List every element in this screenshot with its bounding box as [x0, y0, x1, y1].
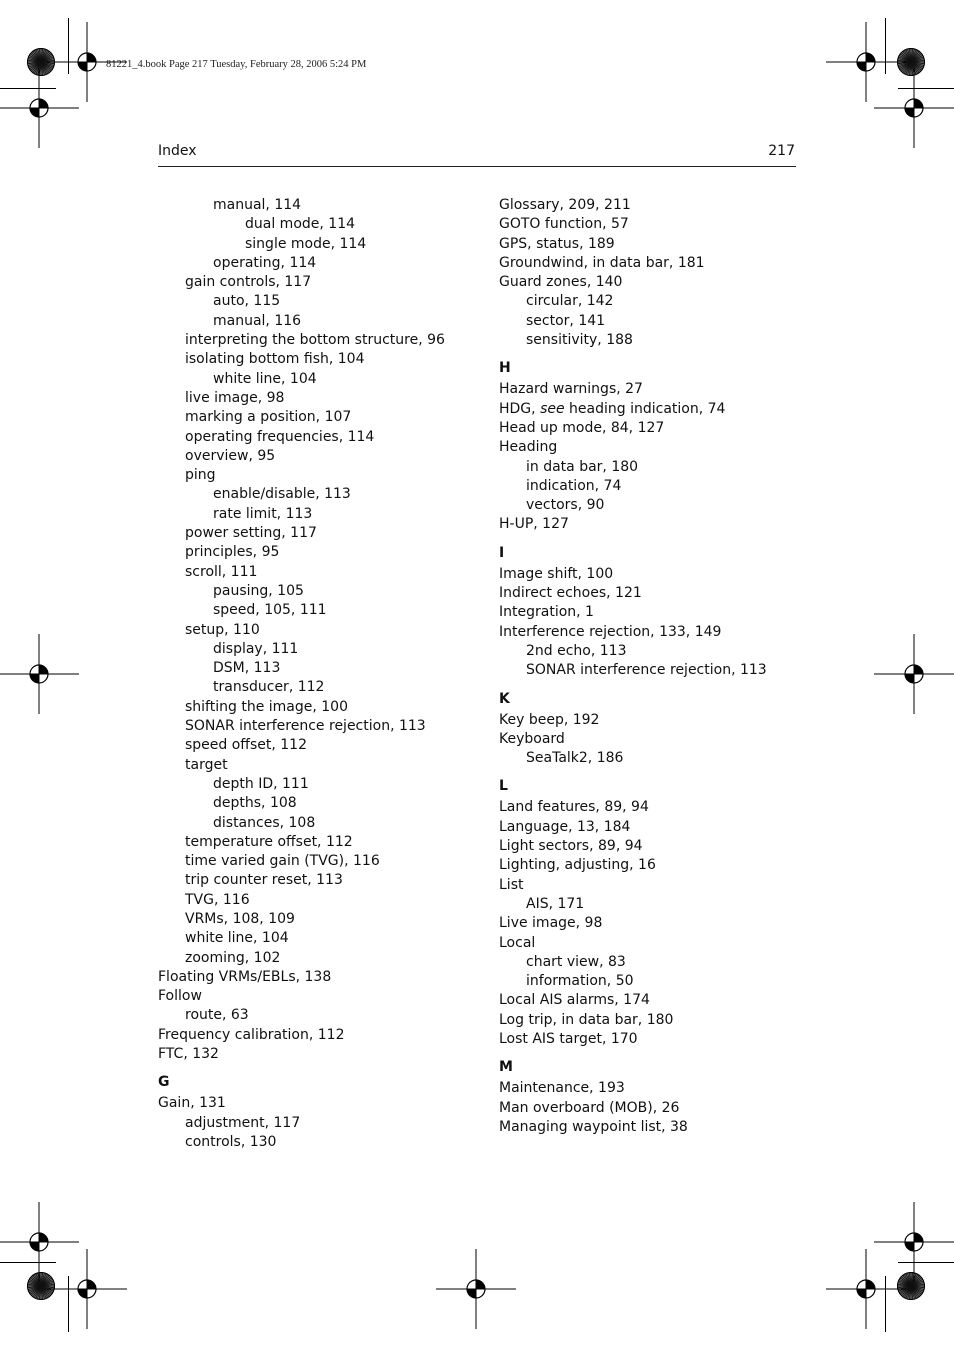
index-subentry: speed, 105, 111	[213, 602, 327, 619]
index-subentry: white line, 104	[185, 930, 289, 947]
index-entry: Maintenance, 193	[499, 1080, 625, 1097]
index-letter-heading: M	[499, 1059, 513, 1076]
index-subentry: live image, 98	[185, 389, 285, 406]
index-subentry: SONAR interference rejection, 113	[185, 718, 426, 735]
index-entry: Lighting, adjusting, 16	[499, 857, 656, 874]
index-subentry: VRMs, 108, 109	[185, 910, 295, 927]
index-subentry: information, 50	[526, 973, 634, 990]
index-column-left	[158, 196, 478, 1152]
index-subentry: TVG, 116	[185, 891, 250, 908]
index-subentry: temperature offset, 112	[185, 833, 353, 850]
index-subentry: operating, 114	[213, 254, 317, 271]
index-letter-heading: G	[158, 1074, 170, 1091]
index-subentry: scroll, 111	[185, 563, 258, 580]
page-number: 217	[768, 143, 795, 159]
index-subentry: target	[185, 756, 228, 773]
index-subentry: overview, 95	[185, 447, 276, 464]
index-entry: H-UP, 127	[499, 516, 569, 533]
index-column-right	[499, 196, 819, 1137]
index-subentry: manual, 114	[213, 197, 302, 213]
index-subentry: 2nd echo, 113	[526, 642, 627, 659]
index-subentry: operating frequencies, 114	[185, 428, 375, 445]
crop-mark	[898, 88, 954, 89]
index-subentry: speed offset, 112	[185, 737, 307, 754]
index-entry: Live image, 98	[499, 915, 603, 932]
index-entry: GOTO function, 57	[499, 216, 629, 233]
index-subentry: transducer, 112	[213, 679, 325, 696]
index-subentry: auto, 115	[213, 293, 281, 310]
index-entry: Head up mode, 84, 127	[499, 419, 665, 436]
crop-mark	[898, 1262, 954, 1263]
index-entry: Integration, 1	[499, 604, 594, 621]
index-subentry: distances, 108	[213, 814, 316, 831]
index-entry: Land features, 89, 94	[499, 799, 649, 816]
registration-crosshair-icon	[436, 1249, 516, 1329]
crop-mark	[0, 1262, 56, 1263]
index-entry: Frequency calibration, 112	[158, 1026, 345, 1043]
index-subentry: sensitivity, 188	[526, 332, 633, 349]
index-entry: Key beep, 192	[499, 711, 600, 728]
index-letter-heading: I	[499, 544, 505, 561]
index-subentry: time varied gain (TVG), 116	[185, 853, 380, 870]
index-entry: Groundwind, in data bar, 181	[499, 254, 705, 271]
index-subentry: zooming, 102	[185, 949, 281, 966]
index-entry: Hazard warnings, 27	[499, 381, 643, 398]
index-subentry: depth ID, 111	[213, 775, 309, 792]
index-entry: Image shift, 100	[499, 565, 614, 582]
registration-crosshair-icon	[0, 634, 79, 714]
index-subentry: ping	[185, 467, 216, 484]
index-subentry: route, 63	[185, 1007, 249, 1024]
crop-mark	[0, 88, 56, 89]
index-subentry: manual, 116	[213, 312, 302, 329]
index-entry: Log trip, in data bar, 180	[499, 1011, 674, 1028]
index-entry-text: HDG,	[499, 400, 541, 417]
crop-mark	[68, 1276, 69, 1332]
index-entry: Indirect echoes, 121	[499, 585, 642, 602]
crop-mark	[885, 1276, 886, 1332]
registration-crosshair-icon	[874, 68, 954, 148]
index-entry: Man overboard (MOB), 26	[499, 1099, 680, 1116]
index-letter-heading: K	[499, 690, 510, 707]
index-entry: Follow	[158, 988, 202, 1005]
crop-mark	[885, 18, 886, 74]
index-entry: Local AIS alarms, 174	[499, 992, 650, 1009]
index-subentry: pausing, 105	[213, 582, 304, 599]
index-subentry: interpreting the bottom structure, 96	[185, 332, 445, 349]
index-subentry: principles, 95	[185, 544, 280, 561]
index-subentry: chart view, 83	[526, 953, 626, 970]
slug-line: 81221_4.book Page 217 Tuesday, February 28, 2006 5:24 PM	[106, 59, 367, 70]
index-letter-heading: H	[499, 360, 511, 377]
index-subentry: vectors, 90	[526, 497, 605, 514]
index-entry: Heading	[499, 439, 558, 456]
index-entry: GPS, status, 189	[499, 235, 615, 252]
index-subentry: depths, 108	[213, 795, 297, 812]
index-subentry: SONAR interference rejection, 113	[526, 662, 767, 679]
index-subentry: DSM, 113	[213, 660, 281, 677]
registration-crosshair-icon	[826, 1249, 906, 1329]
index-subentry: controls, 130	[185, 1133, 277, 1150]
index-subentry: circular, 142	[526, 293, 614, 310]
index-subentry: power setting, 117	[185, 525, 317, 542]
index-subentry: indication, 74	[526, 477, 622, 494]
index-entry: Guard zones, 140	[499, 274, 623, 291]
index-subentry: trip counter reset, 113	[185, 872, 343, 889]
registration-crosshair-icon	[47, 1249, 127, 1329]
index-subentry: white line, 104	[213, 370, 317, 387]
cross-reference-see: see	[540, 400, 565, 417]
index-entry-text: heading indication, 74	[564, 400, 726, 417]
index-subentry: shifting the image, 100	[185, 698, 348, 715]
index-subentry: isolating bottom fish, 104	[185, 351, 365, 368]
index-entry: Keyboard	[499, 730, 565, 747]
index-subentry: enable/disable, 113	[213, 486, 351, 503]
index-subentry: SeaTalk2, 186	[526, 750, 624, 767]
crop-mark	[68, 18, 69, 74]
index-subentry: rate limit, 113	[213, 505, 313, 522]
index-subentry: in data bar, 180	[526, 458, 639, 475]
index-entry: Glossary, 209, 211	[499, 197, 631, 213]
running-header-section: Index	[158, 143, 197, 159]
index-entry: Floating VRMs/EBLs, 138	[158, 968, 332, 985]
index-subentry: gain controls, 117	[185, 274, 312, 291]
index-entry: List	[499, 876, 524, 893]
index-subentry: adjustment, 117	[185, 1114, 301, 1131]
index-entry: FTC, 132	[158, 1046, 219, 1063]
index-subentry: setup, 110	[185, 621, 260, 638]
registration-crosshair-icon	[0, 68, 79, 148]
index-entry: Lost AIS target, 170	[499, 1030, 638, 1047]
index-entry: Managing waypoint list, 38	[499, 1118, 688, 1135]
registration-crosshair-icon	[874, 634, 954, 714]
index-entry: Local	[499, 934, 536, 951]
header-rule	[158, 166, 796, 167]
index-entry: Language, 13, 184	[499, 818, 631, 835]
index-entry: Light sectors, 89, 94	[499, 838, 643, 855]
index-letter-heading: L	[499, 778, 508, 795]
index-entry: Gain, 131	[158, 1095, 226, 1112]
index-subentry: sector, 141	[526, 312, 606, 329]
index-entry: Interference rejection, 133, 149	[499, 623, 722, 640]
index-subentry: marking a position, 107	[185, 409, 352, 426]
index-subentry: dual mode, 114	[245, 216, 356, 233]
index-subentry: single mode, 114	[245, 235, 367, 252]
index-subentry: AIS, 171	[526, 895, 585, 912]
index-entry	[499, 400, 819, 419]
index-subentry: display, 111	[213, 640, 299, 657]
